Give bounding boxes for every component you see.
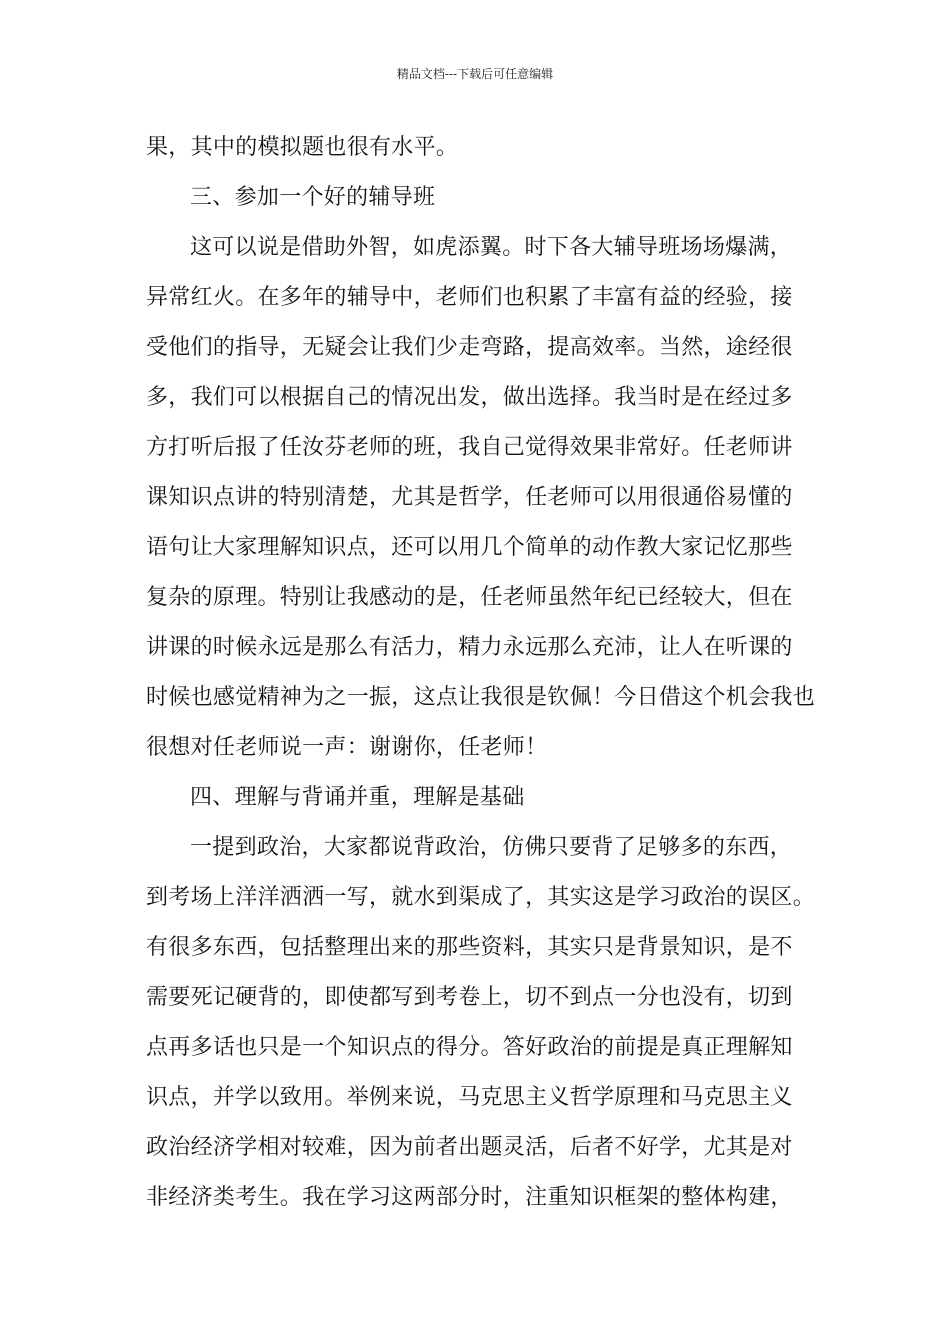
text-line: 语句让大家理解知识点，还可以用几个简单的动作教大家记忆那些	[146, 535, 793, 560]
text-line: 时候也感觉精神为之一振，这点让我很是钦佩！今日借这个机会我也	[146, 685, 816, 710]
text-line: 到考场上洋洋洒洒一写，就水到渠成了，其实这是学习政治的误区。	[146, 885, 816, 910]
text-line: 识点，并学以致用。举例来说，马克思主义哲学原理和马克思主义	[146, 1085, 793, 1110]
text-line: 方打听后报了任汝芬老师的班，我自己觉得效果非常好。任老师讲	[146, 435, 793, 460]
document-body	[146, 123, 826, 1223]
text-line: 异常红火。在多年的辅导中，老师们也积累了丰富有益的经验，接	[146, 285, 793, 310]
text-line: 有很多东西，包括整理出来的那些资料，其实只是背景知识，是不	[146, 935, 793, 960]
text-line: 受他们的指导，无疑会让我们少走弯路，提高效率。当然，途经很	[146, 335, 793, 360]
text-line: 果，其中的模拟题也很有水平。	[146, 135, 459, 160]
section-heading: 四、理解与背诵并重，理解是基础	[190, 785, 525, 810]
text-line: 多，我们可以根据自己的情况出发，做出选择。我当时是在经过多	[146, 385, 793, 410]
text-line: 很想对任老师说一声：谢谢你，任老师！	[146, 735, 548, 760]
text-line: 非经济类考生。我在学习这两部分时，注重知识框架的整体构建，	[146, 1185, 793, 1210]
text-line: 讲课的时候永远是那么有活力，精力永远那么充沛，让人在听课的	[146, 635, 793, 660]
text-line: 一提到政治，大家都说背政治，仿佛只要背了足够多的东西，	[190, 835, 793, 860]
text-line: 点再多话也只是一个知识点的得分。答好政治的前提是真正理解知	[146, 1035, 793, 1060]
section-heading: 三、参加一个好的辅导班	[190, 185, 436, 210]
text-line: 这可以说是借助外智，如虎添翼。时下各大辅导班场场爆满，	[190, 235, 793, 260]
page-header: 精品文档---下载后可任意编辑	[396, 67, 554, 81]
text-line: 课知识点讲的特别清楚，尤其是哲学，任老师可以用很通俗易懂的	[146, 485, 793, 510]
text-line: 政治经济学相对较难，因为前者出题灵活，后者不好学，尤其是对	[146, 1135, 793, 1160]
text-line: 复杂的原理。特别让我感动的是，任老师虽然年纪已经较大，但在	[146, 585, 793, 610]
text-line: 需要死记硬背的，即使都写到考卷上，切不到点一分也没有，切到	[146, 985, 793, 1010]
